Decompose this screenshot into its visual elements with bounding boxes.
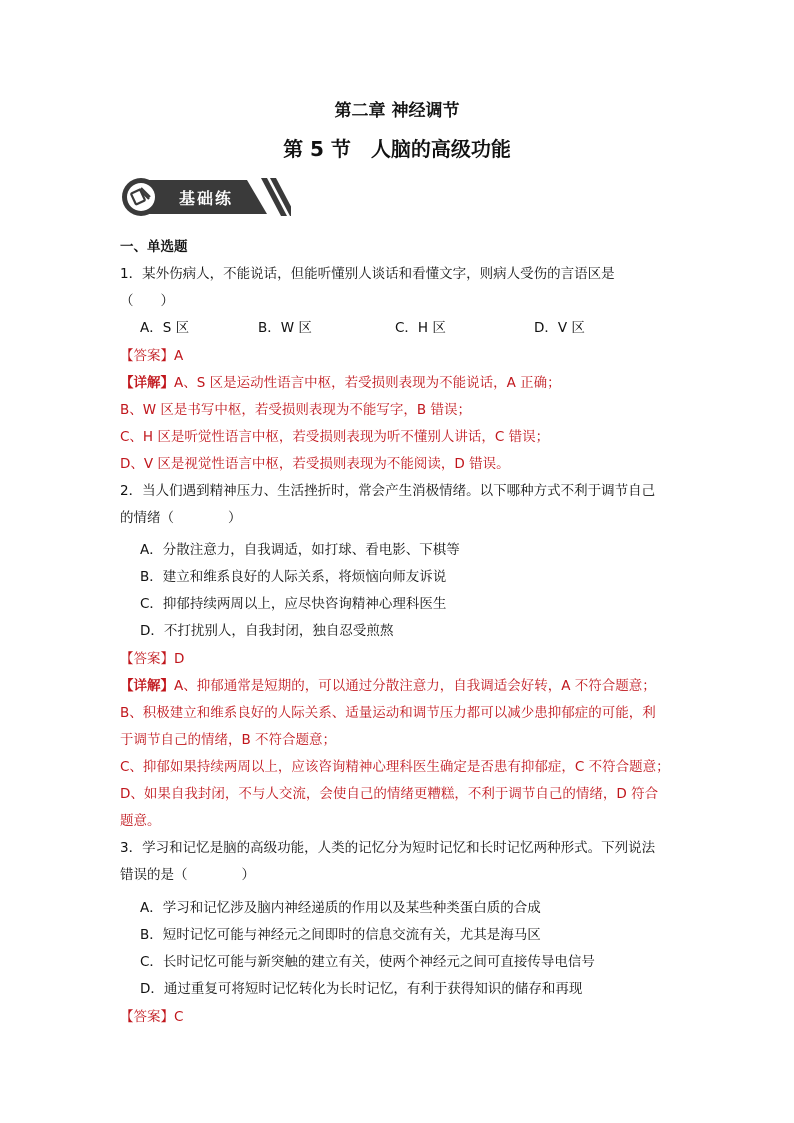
- q2-analysis-label: 【详解】: [120, 678, 174, 694]
- q1-option-c: C．H 区: [395, 320, 446, 336]
- q1-analysis-line3: C、H 区是听觉性语言中枢，若受损则表现为听不懂别人讲话，C 错误；: [120, 429, 550, 445]
- q1-analysis-line4: D、V 区是视觉性语言中枢，若受损则表现为不能阅读，D 错误。: [120, 456, 510, 472]
- badge-label: 基础练: [179, 189, 234, 208]
- section-title: 第 5 节 人脑的高级功能: [283, 137, 511, 161]
- q2-stem-line2: 的情绪（ ）: [120, 510, 242, 526]
- q1-analysis-line1: [120, 371, 561, 391]
- q1-analysis-text: A、S 区是运动性语言中枢，若受损则表现为不能说话，A 正确；: [174, 375, 561, 391]
- q3-stem-line2: 错误的是（ ）: [120, 867, 255, 883]
- q2-analysis-line5: D、如果自我封闭，不与人交流，会使自己的情绪更糟糕，不利于调节自己的情绪，D 符合: [120, 786, 659, 802]
- q3-stem-line1: 3．学习和记忆是脑的高级功能，人类的记忆分为短时记忆和长时记忆两种形式。下列说法: [120, 840, 656, 856]
- q2-analysis-line2: B、积极建立和维系良好的人际关系、适量运动和调节压力都可以减少患抑郁症的可能，利: [120, 705, 656, 721]
- q2-option-a: A．分散注意力，自我调适，如打球、看电影、下棋等: [140, 542, 460, 558]
- q2-option-c: C．抑郁持续两周以上，应尽快咨询精神心理科医生: [140, 596, 447, 612]
- q1-option-b: B．W 区: [258, 320, 312, 336]
- q1-option-a: A．S 区: [140, 320, 190, 336]
- chapter-title: 第二章 神经调节: [334, 101, 460, 121]
- q3-option-a: A．学习和记忆涉及脑内神经递质的作用以及某些种类蛋白质的合成: [140, 900, 541, 916]
- part-title: 一、单选题: [120, 239, 188, 255]
- q2-analysis-line3: 于调节自己的情绪，B 不符合题意；: [120, 732, 337, 748]
- q2-analysis-line1: [120, 674, 656, 694]
- q2-analysis-text: A、抑郁通常是短期的，可以通过分散注意力，自我调适会好转，A 不符合题意；: [174, 678, 656, 694]
- q2-analysis-line4: C、抑郁如果持续两周以上，应该咨询精神心理科医生确定是否患有抑郁症，C 不符合题意；: [120, 759, 670, 775]
- q1-analysis-label: 【详解】: [120, 375, 174, 391]
- q1-stem-line2: （ ）: [120, 293, 174, 309]
- q1-analysis-line2: B、W 区是书写中枢，若受损则表现为不能写字，B 错误；: [120, 402, 471, 418]
- q2-answer: 【答案】D: [120, 651, 185, 667]
- q1-stem-line1: 1．某外伤病人，不能说话，但能听懂别人谈话和看懂文字，则病人受伤的言语区是: [120, 266, 615, 282]
- q2-analysis-line6: 题意。: [120, 813, 161, 829]
- q3-option-c: C．长时记忆可能与新突触的建立有关，使两个神经元之间可直接传导电信号: [140, 954, 595, 970]
- q2-option-b: B．建立和维系良好的人际关系，将烦恼向师友诉说: [140, 569, 447, 585]
- q3-option-b: B．短时记忆可能与神经元之间即时的信息交流有关，尤其是海马区: [140, 927, 541, 943]
- q1-answer: 【答案】A: [120, 348, 184, 364]
- basic-practice-banner: [121, 176, 291, 218]
- q2-option-d: D．不打扰别人，自我封闭，独自忍受煎熬: [140, 623, 394, 639]
- q3-option-d: D．通过重复可将短时记忆转化为长时记忆，有利于获得知识的储存和再现: [140, 981, 583, 997]
- q2-stem-line1: 2．当人们遇到精神压力、生活挫折时，常会产生消极情绪。以下哪种方式不利于调节自己: [120, 483, 656, 499]
- q1-option-d: D．V 区: [534, 320, 585, 336]
- q3-answer: 【答案】C: [120, 1009, 184, 1025]
